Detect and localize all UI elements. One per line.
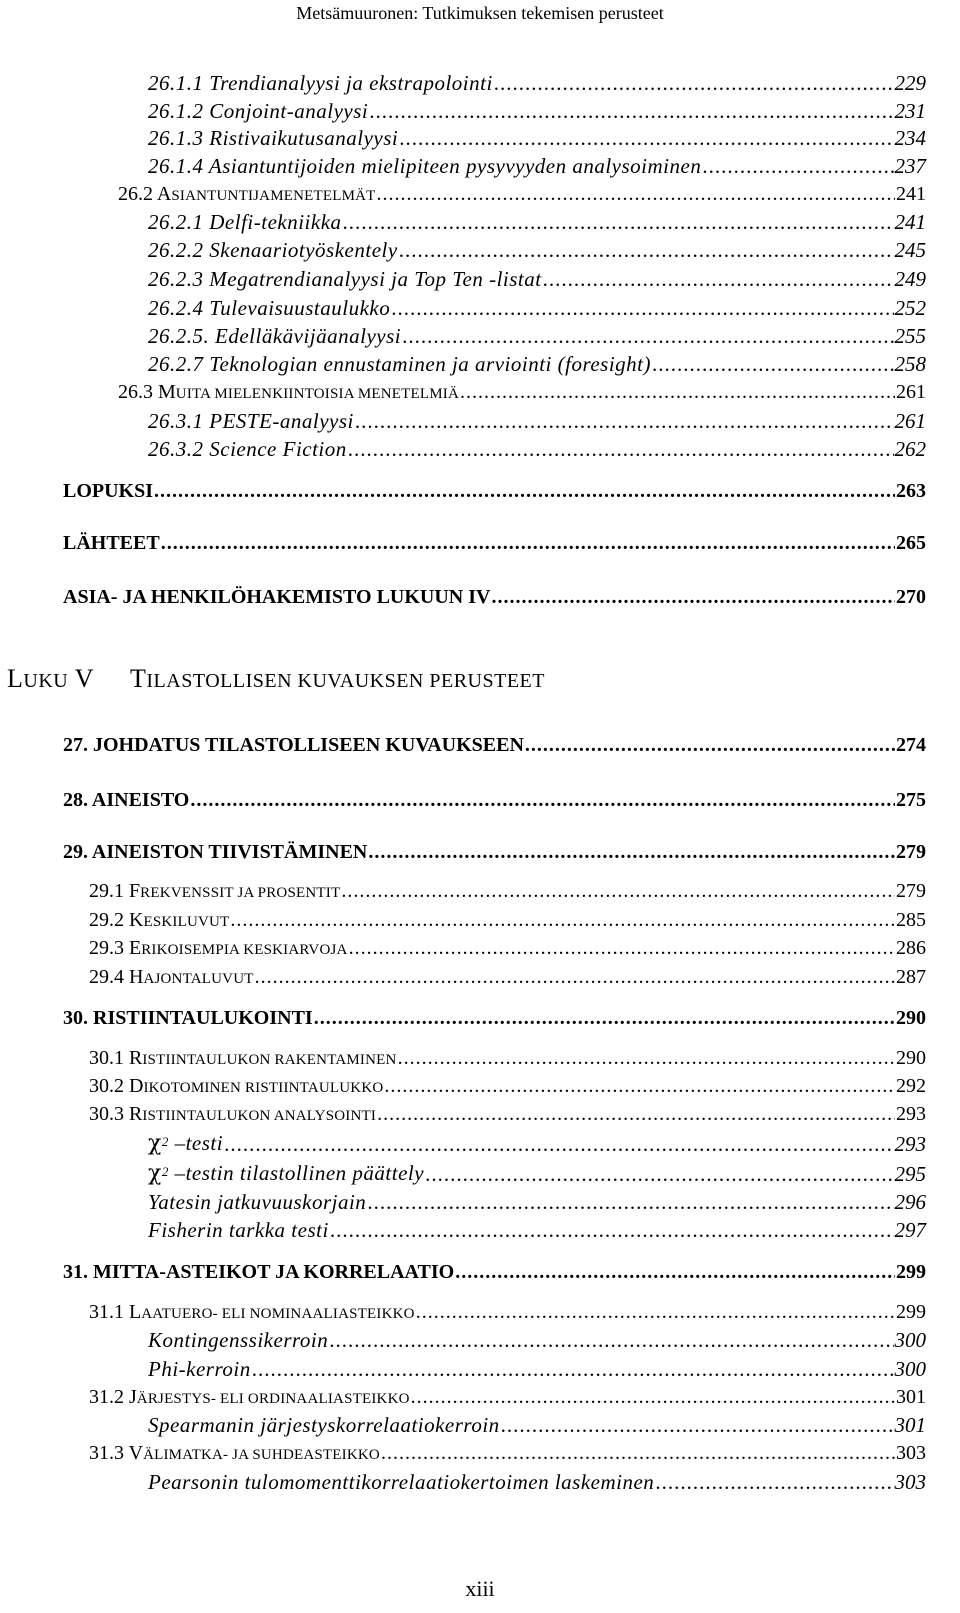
toc-entry-page: 270 (896, 586, 926, 608)
toc-entry[interactable] (63, 587, 926, 607)
toc-entry-title: Fisherin tarkka testi (148, 1218, 329, 1242)
toc-entry-page: 293 (894, 1132, 926, 1156)
toc-entry-title: 29.2 KESKILUVUT (89, 909, 230, 931)
toc-entry-title: $\chi^2$ –testin tilastollinen päättely (148, 1161, 425, 1186)
toc-entry[interactable] (89, 938, 926, 958)
toc-entry-title: 26.2.5. Edelläkävijäanalyysi (148, 324, 402, 348)
toc-entry[interactable] (148, 298, 926, 319)
toc-entry-title: 30.2 DIKOTOMINEN RISTIINTAULUKKO (89, 1075, 384, 1097)
toc-entry-title: LÄHTEET (63, 532, 160, 554)
toc-entry-page: 296 (894, 1190, 926, 1214)
toc-entry-page: 297 (894, 1218, 926, 1242)
toc-entry[interactable] (63, 842, 926, 862)
leader-dots (460, 382, 895, 402)
toc-entry[interactable] (118, 184, 926, 204)
toc-entry[interactable] (89, 1443, 926, 1463)
toc-entry-page: 286 (896, 937, 926, 959)
running-title: Metsämuuronen: Tutkimuksen tekemisen perusteet (296, 3, 664, 23)
leader-dots (377, 1104, 895, 1124)
toc-entry[interactable] (148, 269, 926, 290)
toc-entry-title: Pearsonin tulomomenttikorrelaatiokertoimen laskeminen (148, 1470, 655, 1494)
leader-dots (381, 1443, 895, 1463)
chapter-title: TILASTOLLISEN KUVAUKSEN PERUSTEET (130, 664, 545, 693)
leader-dots (398, 1048, 895, 1068)
toc-entry-page: 279 (896, 880, 926, 902)
toc-entry-page: 275 (896, 789, 926, 811)
toc-entry[interactable] (148, 1133, 926, 1155)
page-number (0, 1576, 960, 1602)
toc-entry-page: 293 (896, 1103, 926, 1125)
toc-entry-page: 300 (894, 1357, 926, 1381)
toc-entry-page: 290 (896, 1007, 926, 1029)
leader-dots (314, 1008, 895, 1028)
toc-entry-title: 26.2.4 Tulevaisuustaulukko (148, 296, 391, 320)
leader-dots (425, 1164, 893, 1185)
toc-entry-title: Spearmanin järjestyskorrelaatiokerroin (148, 1413, 500, 1437)
toc-entry-title: LOPUKSI (63, 480, 154, 502)
toc-entry-page: 303 (894, 1470, 926, 1494)
leader-dots (416, 1302, 895, 1322)
toc-entry[interactable] (89, 967, 926, 987)
toc-entry-page: 301 (894, 1413, 926, 1437)
leader-dots (161, 533, 895, 553)
toc-entry-title: Phi-kerroin (148, 1357, 251, 1381)
toc-entry-title: ASIA- JA HENKILÖHAKEMISTO LUKUUN IV (63, 586, 491, 608)
toc-entry-title: 29.3 ERIKOISEMPIA KESKIARVOJA (89, 937, 348, 959)
toc-entry-page: 249 (894, 267, 926, 291)
leader-dots (369, 101, 893, 122)
leader-dots (399, 240, 894, 261)
toc-entry-title: 29.1 FREKVENSSIT JA PROSENTIT (89, 880, 341, 902)
toc-entry[interactable] (148, 240, 926, 261)
toc-entry[interactable] (148, 1359, 926, 1380)
toc-entry-page: 245 (894, 238, 926, 262)
toc-entry-title: 26.2 ASIANTUNTIJAMENETELMÄT (118, 183, 376, 205)
toc-entry[interactable] (89, 910, 926, 930)
toc-entry[interactable] (148, 73, 926, 94)
toc-entry[interactable] (89, 881, 926, 901)
page-number-text: xiii (465, 1576, 495, 1601)
toc-entry-title: 26.2.2 Skenaariotyöskentely (148, 238, 398, 262)
toc-entry-title: 26.2.1 Delfi-tekniikka (148, 210, 342, 234)
toc-entry[interactable] (63, 735, 926, 755)
toc-entry[interactable] (63, 1008, 926, 1028)
leader-dots (377, 184, 895, 204)
toc-entry[interactable] (148, 411, 926, 432)
leader-dots (190, 790, 895, 810)
toc-entry-page: 255 (894, 324, 926, 348)
chapter-number: LUKU V (7, 664, 95, 693)
toc-entry-title: 31. MITTA-ASTEIKOT JA KORRELAATIO (63, 1261, 455, 1283)
leader-dots (355, 411, 894, 432)
toc-entry-title: 31.2 JÄRJESTYS- ELI ORDINAALIASTEIKKO (89, 1386, 410, 1408)
toc-entry[interactable] (63, 481, 926, 501)
toc-entry-title: 29. AINEISTON TIIVISTÄMINEN (63, 841, 368, 863)
toc-entry-page: 261 (894, 409, 926, 433)
toc-entry-page: 252 (894, 296, 926, 320)
leader-dots (543, 269, 894, 290)
running-header (0, 0, 960, 26)
leader-dots (702, 156, 893, 177)
leader-dots (330, 1220, 894, 1241)
toc-entry-title: 26.1.1 Trendianalyysi ja ekstrapolointi (148, 71, 493, 95)
leader-dots (652, 354, 893, 375)
toc-entry-title: 26.1.2 Conjoint-analyysi (148, 99, 369, 123)
toc-entry-title: 26.1.4 Asiantuntijoiden mielipiteen pysyvyyden analysoiminen (148, 154, 702, 178)
leader-dots (501, 1415, 894, 1436)
leader-dots (348, 439, 894, 460)
chi-symbol: χ (148, 1161, 162, 1186)
toc-entry-page: 290 (896, 1047, 926, 1069)
leader-dots (384, 1076, 895, 1096)
toc-entry-page: 300 (894, 1328, 926, 1352)
toc-entry-title: 31.3 VÄLIMATKA- JA SUHDEASTEIKKO (89, 1442, 380, 1464)
toc-entry[interactable] (148, 439, 926, 460)
toc-entry-title: Yatesin jatkuvuuskorjain (148, 1190, 367, 1214)
toc-entry-page: 237 (894, 154, 926, 178)
toc-entry-page: 265 (896, 532, 926, 554)
toc-entry-title: 30.3 RISTIINTAULUKON ANALYSOINTI (89, 1103, 377, 1125)
toc-entry[interactable] (148, 156, 926, 177)
toc-entry-page: 263 (896, 480, 926, 502)
toc-entry-page: 274 (896, 734, 926, 756)
leader-dots (491, 587, 895, 607)
toc-entry-page: 301 (896, 1386, 926, 1408)
toc-entry[interactable] (148, 212, 926, 233)
chi-symbol: χ (148, 1131, 162, 1156)
leader-dots (252, 1359, 894, 1380)
toc-entry-page: 299 (896, 1301, 926, 1323)
leader-dots (525, 735, 895, 755)
toc-entry-page: 261 (896, 381, 926, 403)
toc-entry-page: 303 (896, 1442, 926, 1464)
leader-dots (494, 73, 894, 94)
toc-entry-title: 26.1.3 Ristivaikutusanalyysi (148, 126, 399, 150)
leader-dots (391, 298, 893, 319)
toc-entry[interactable] (148, 1415, 926, 1436)
toc-entry-page: 258 (894, 352, 926, 376)
toc-entry[interactable] (148, 1163, 926, 1185)
toc-entry[interactable] (148, 101, 926, 122)
toc-entry[interactable] (148, 354, 926, 375)
toc-entry-title: 27. JOHDATUS TILASTOLLISEEN KUVAUKSEEN (63, 734, 524, 756)
toc-entry[interactable] (148, 1192, 926, 1213)
chapter-heading[interactable] (7, 664, 545, 694)
leader-dots (455, 1262, 895, 1282)
toc-entry[interactable] (118, 382, 926, 402)
toc-entry-title: 26.2.3 Megatrendianalyysi ja Top Ten -listat (148, 267, 542, 291)
leader-dots (368, 842, 895, 862)
toc-entry-page: 241 (894, 210, 926, 234)
toc-entry[interactable] (148, 1330, 926, 1351)
toc-entry[interactable] (148, 1220, 926, 1241)
toc-entry[interactable] (148, 326, 926, 347)
toc-entry[interactable] (89, 1104, 926, 1124)
leader-dots (224, 1134, 893, 1155)
toc-entry-page: 299 (896, 1261, 926, 1283)
leader-dots (367, 1192, 893, 1213)
leader-dots (230, 910, 895, 930)
toc-entry-title: 31.1 LAATUERO- ELI NOMINAALIASTEIKKO (89, 1301, 415, 1323)
toc-entry[interactable] (89, 1076, 926, 1096)
toc-entry-page: 234 (894, 126, 926, 150)
toc-entry[interactable] (89, 1387, 926, 1407)
leader-dots (343, 212, 894, 233)
leader-dots (655, 1472, 893, 1493)
leader-dots (255, 967, 895, 987)
toc-entry[interactable] (148, 128, 926, 149)
toc-entry[interactable] (63, 533, 926, 553)
toc-entry[interactable] (63, 790, 926, 810)
toc-entry-title: 26.2.7 Teknologian ennustaminen ja arviointi (foresight) (148, 352, 652, 376)
leader-dots (341, 881, 895, 901)
toc-entry-page: 285 (896, 909, 926, 931)
leader-dots (154, 481, 895, 501)
leader-dots (402, 326, 893, 347)
leader-dots (349, 938, 895, 958)
toc-entry-page: 262 (894, 437, 926, 461)
toc-entry[interactable] (89, 1048, 926, 1068)
leader-dots (411, 1387, 895, 1407)
toc-entry-page: 295 (894, 1162, 926, 1186)
toc-entry-title: 30.1 RISTIINTAULUKON RAKENTAMINEN (89, 1047, 397, 1069)
toc-entry[interactable] (89, 1302, 926, 1322)
toc-entry-title: 30. RISTIINTAULUKOINTI (63, 1007, 313, 1029)
toc-entry-page: 279 (896, 841, 926, 863)
toc-entry-page: 292 (896, 1075, 926, 1097)
toc-entry[interactable] (63, 1262, 926, 1282)
toc-entry-page: 287 (896, 966, 926, 988)
toc-entry-title: 28. AINEISTO (63, 789, 190, 811)
toc-entry-title: $\chi^2$ –testi (148, 1131, 224, 1156)
leader-dots (399, 128, 893, 149)
toc-entry-title: Kontingenssikerroin (148, 1328, 329, 1352)
toc-entry[interactable] (148, 1472, 926, 1493)
toc-entry-title: 26.3.1 PESTE-analyysi (148, 409, 354, 433)
toc-entry-title: 26.3 MUITA MIELENKIINTOISIA MENETELMIÄ (118, 381, 460, 403)
toc-entry-page: 231 (894, 99, 926, 123)
toc-entry-title: 26.3.2 Science Fiction (148, 437, 347, 461)
toc-entry-page: 241 (896, 183, 926, 205)
toc-entry-title: 29.4 HAJONTALUVUT (89, 966, 254, 988)
leader-dots (329, 1330, 893, 1351)
toc-entry-page: 229 (894, 71, 926, 95)
